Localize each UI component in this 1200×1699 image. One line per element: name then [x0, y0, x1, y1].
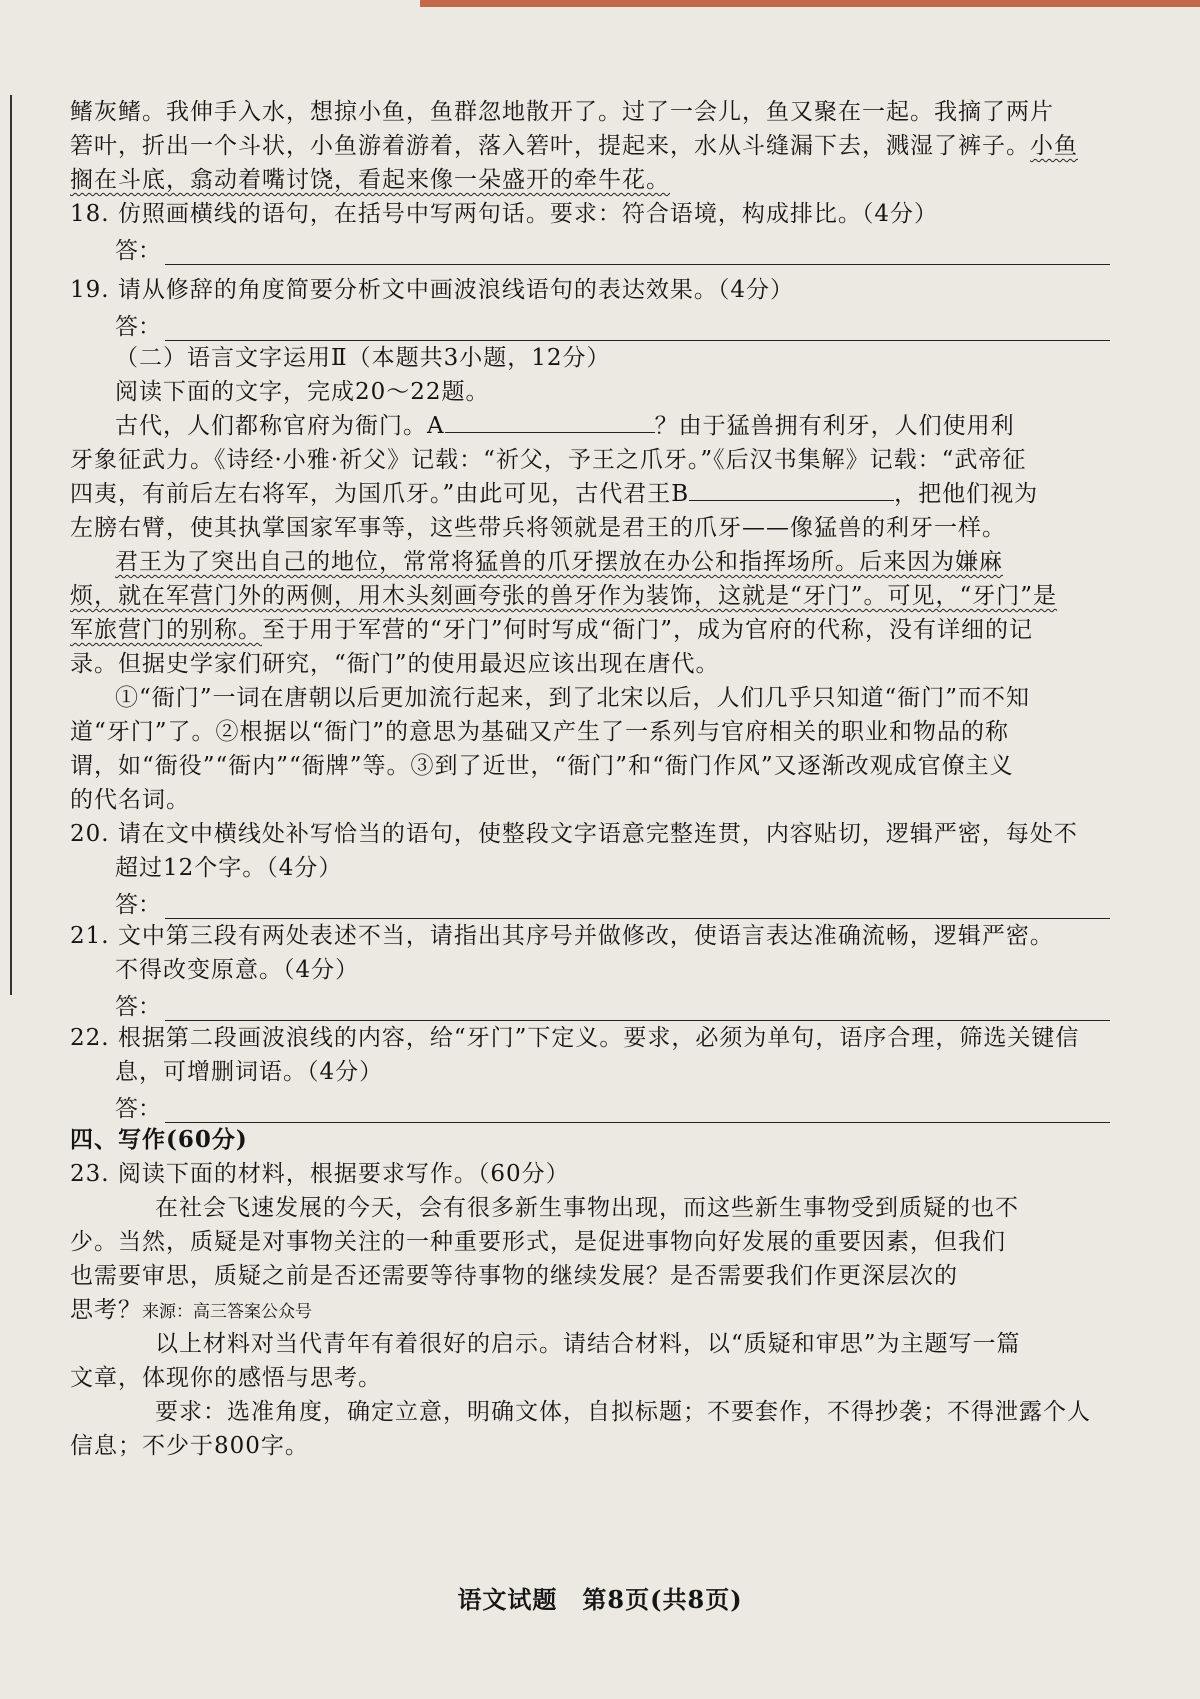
wavy-text: 君王为了突出自己的地位，常常将猛兽的爪牙摆放在办公和指挥场所。后来因为嫌麻 — [115, 549, 1003, 575]
question-21: 21. 文中第三段有两处表述不当，请指出其序号并做修改，使语言表达准确流畅，逻辑严密。 — [70, 923, 1054, 949]
source-note: 来源：高三答案公众号 — [142, 1302, 312, 1322]
para1-line — [70, 409, 1110, 443]
para1-line: 左膀右臂，使其执掌国家军事等，这些带兵将领就是君王的爪牙——像猛兽的利牙一样。 — [70, 515, 1006, 541]
passage-line — [70, 129, 1110, 163]
answer-row-22 — [70, 1089, 1110, 1123]
question-22-cont: 息，可增删词语。（4分） — [115, 1059, 384, 1085]
para3-line: 谓，如“衙役”“衙内”“衙牌”等。③到了近世，“衙门”和“衙门作风”又逐渐改观成官僚主义 — [70, 753, 1014, 779]
answer-label: 答： — [115, 238, 161, 264]
binding-margin-line — [10, 95, 12, 995]
para3-line: 道“牙门”了。②根据以“衙门”的意思为基础又产生了一系列与官府相关的职业和物品的称 — [70, 719, 1010, 745]
section-4-heading: 四、写作(60分) — [70, 1126, 248, 1153]
material-line: 少。当然，质疑是对事物关注的一种重要形式，是促进事物向好发展的重要因素，但我们 — [70, 1229, 1006, 1255]
question-23: 23. 阅读下面的材料，根据要求写作。（60分） — [70, 1161, 570, 1187]
answer-line — [165, 896, 1110, 919]
passage-line: 鳍灰鳍。我伸手入水，想掠小鱼，鱼群忽地散开了。过了一会儿，鱼又聚在一起。我摘了两片 — [70, 99, 1054, 125]
answer-line — [165, 318, 1110, 341]
question-20: 20. 请在文中横线处补写恰当的语句，使整段文字语意完整连贯，内容贴切，逻辑严密，每处不 — [70, 821, 1078, 847]
para-text: ，把他们视为 — [894, 481, 1039, 507]
answer-label: 答： — [115, 994, 161, 1020]
answer-row-21 — [70, 987, 1110, 1021]
question-19: 19. 请从修辞的角度简要分析文中画波浪线语句的表达效果。（4分） — [70, 277, 795, 303]
para2-line — [70, 579, 1110, 613]
wavy-sentence: 搁在斗底，翕动着嘴讨饶，看起来像一朵盛开的牵牛花。 — [70, 167, 670, 193]
answer-line — [165, 1100, 1110, 1123]
section-2-intro: 阅读下面的文字，完成20～22题。 — [115, 379, 490, 405]
blank-b — [689, 480, 894, 501]
requirements-line: 信息；不少于800字。 — [70, 1433, 309, 1459]
requirements-line: 要求：选准角度，确定立意，明确文体，自拟标题；不要套作，不得抄袭；不得泄露个人 — [155, 1399, 1091, 1425]
material-line: 在社会飞速发展的今天，会有很多新生事物出现，而这些新生事物受到质疑的也不 — [155, 1195, 1019, 1221]
question-22: 22. 根据第二段画波浪线的内容，给“牙门”下定义。要求，必须为单句，语序合理，筛选关键信 — [70, 1025, 1080, 1051]
para2-line — [70, 613, 1110, 647]
wavy-text: 烦，就在军营门外的两侧，用木头刻画夸张的兽牙作为装饰，这就是“牙门”。可见，“牙门”是 — [70, 583, 1058, 609]
answer-line — [165, 242, 1110, 265]
passage-line — [70, 163, 1110, 197]
prompt-line: 以上材料对当代青年有着很好的启示。请结合材料，以“质疑和审思”为主题写一篇 — [155, 1331, 1021, 1357]
question-21-cont: 不得改变原意。（4分） — [115, 957, 360, 983]
para3-line: 的代名词。 — [70, 787, 190, 813]
answer-label: 答： — [115, 314, 161, 340]
para-text: 四夷，有前后左右将军，为国爪牙。”由此可见，古代君王B — [70, 481, 690, 507]
answer-row-18 — [70, 231, 1110, 265]
para3-line: ①“衙门”一词在唐朝以后更加流行起来，到了北宋以后，人们几乎只知道“衙门”而不知 — [115, 685, 1031, 711]
question-20-cont: 超过12个字。（4分） — [115, 855, 343, 881]
material-text: 思考？ — [70, 1297, 142, 1323]
prompt-line: 文章，体现你的感悟与思考。 — [70, 1365, 382, 1391]
section-2-heading: （二）语言文字运用Ⅱ（本题共3小题，12分） — [115, 345, 611, 371]
para-text: ？由于猛兽拥有利牙，人们使用利 — [654, 413, 1015, 439]
answer-label: 答： — [115, 892, 161, 918]
material-line — [70, 1293, 1110, 1327]
answer-row-20 — [70, 885, 1110, 919]
wavy-sentence: 小鱼 — [1030, 133, 1078, 159]
page-footer: 语文试题 第8页(共8页) — [457, 1585, 743, 1614]
para1-line: 牙象征武力。《诗经·小雅·祈父》记载：“祈父，予王之爪牙。”《后汉书集解》记载：“武帝征 — [70, 447, 1027, 473]
para2-line — [70, 545, 1110, 579]
para1-line — [70, 477, 1110, 511]
para-text: 至于用于军营的“牙门”何时写成“衙门”，成为官府的代称，没有详细的记 — [262, 617, 1034, 643]
exam-page — [70, 95, 1110, 1463]
answer-row-19 — [70, 307, 1110, 341]
answer-label: 答： — [115, 1096, 161, 1122]
scan-top-edge — [420, 0, 1200, 7]
wavy-text: 军旅营门的别称。 — [70, 617, 262, 643]
para-text: 古代，人们都称官府为衙门。A — [115, 413, 445, 439]
blank-a — [445, 412, 655, 433]
passage-text: 箬叶，折出一个斗状，小鱼游着游着，落入箬叶，提起来，水从斗缝漏下去，溅湿了裤子。 — [70, 133, 1030, 159]
question-18: 18. 仿照画横线的语句，在括号中写两句话。要求：符合语境，构成排比。（4分） — [70, 201, 939, 227]
answer-line — [165, 998, 1110, 1021]
material-line: 也需要审思，质疑之前是否还需要等待事物的继续发展？是否需要我们作更深层次的 — [70, 1263, 958, 1289]
para2-line: 录。但据史学家们研究，“衙门”的使用最迟应该出现在唐代。 — [70, 651, 720, 677]
